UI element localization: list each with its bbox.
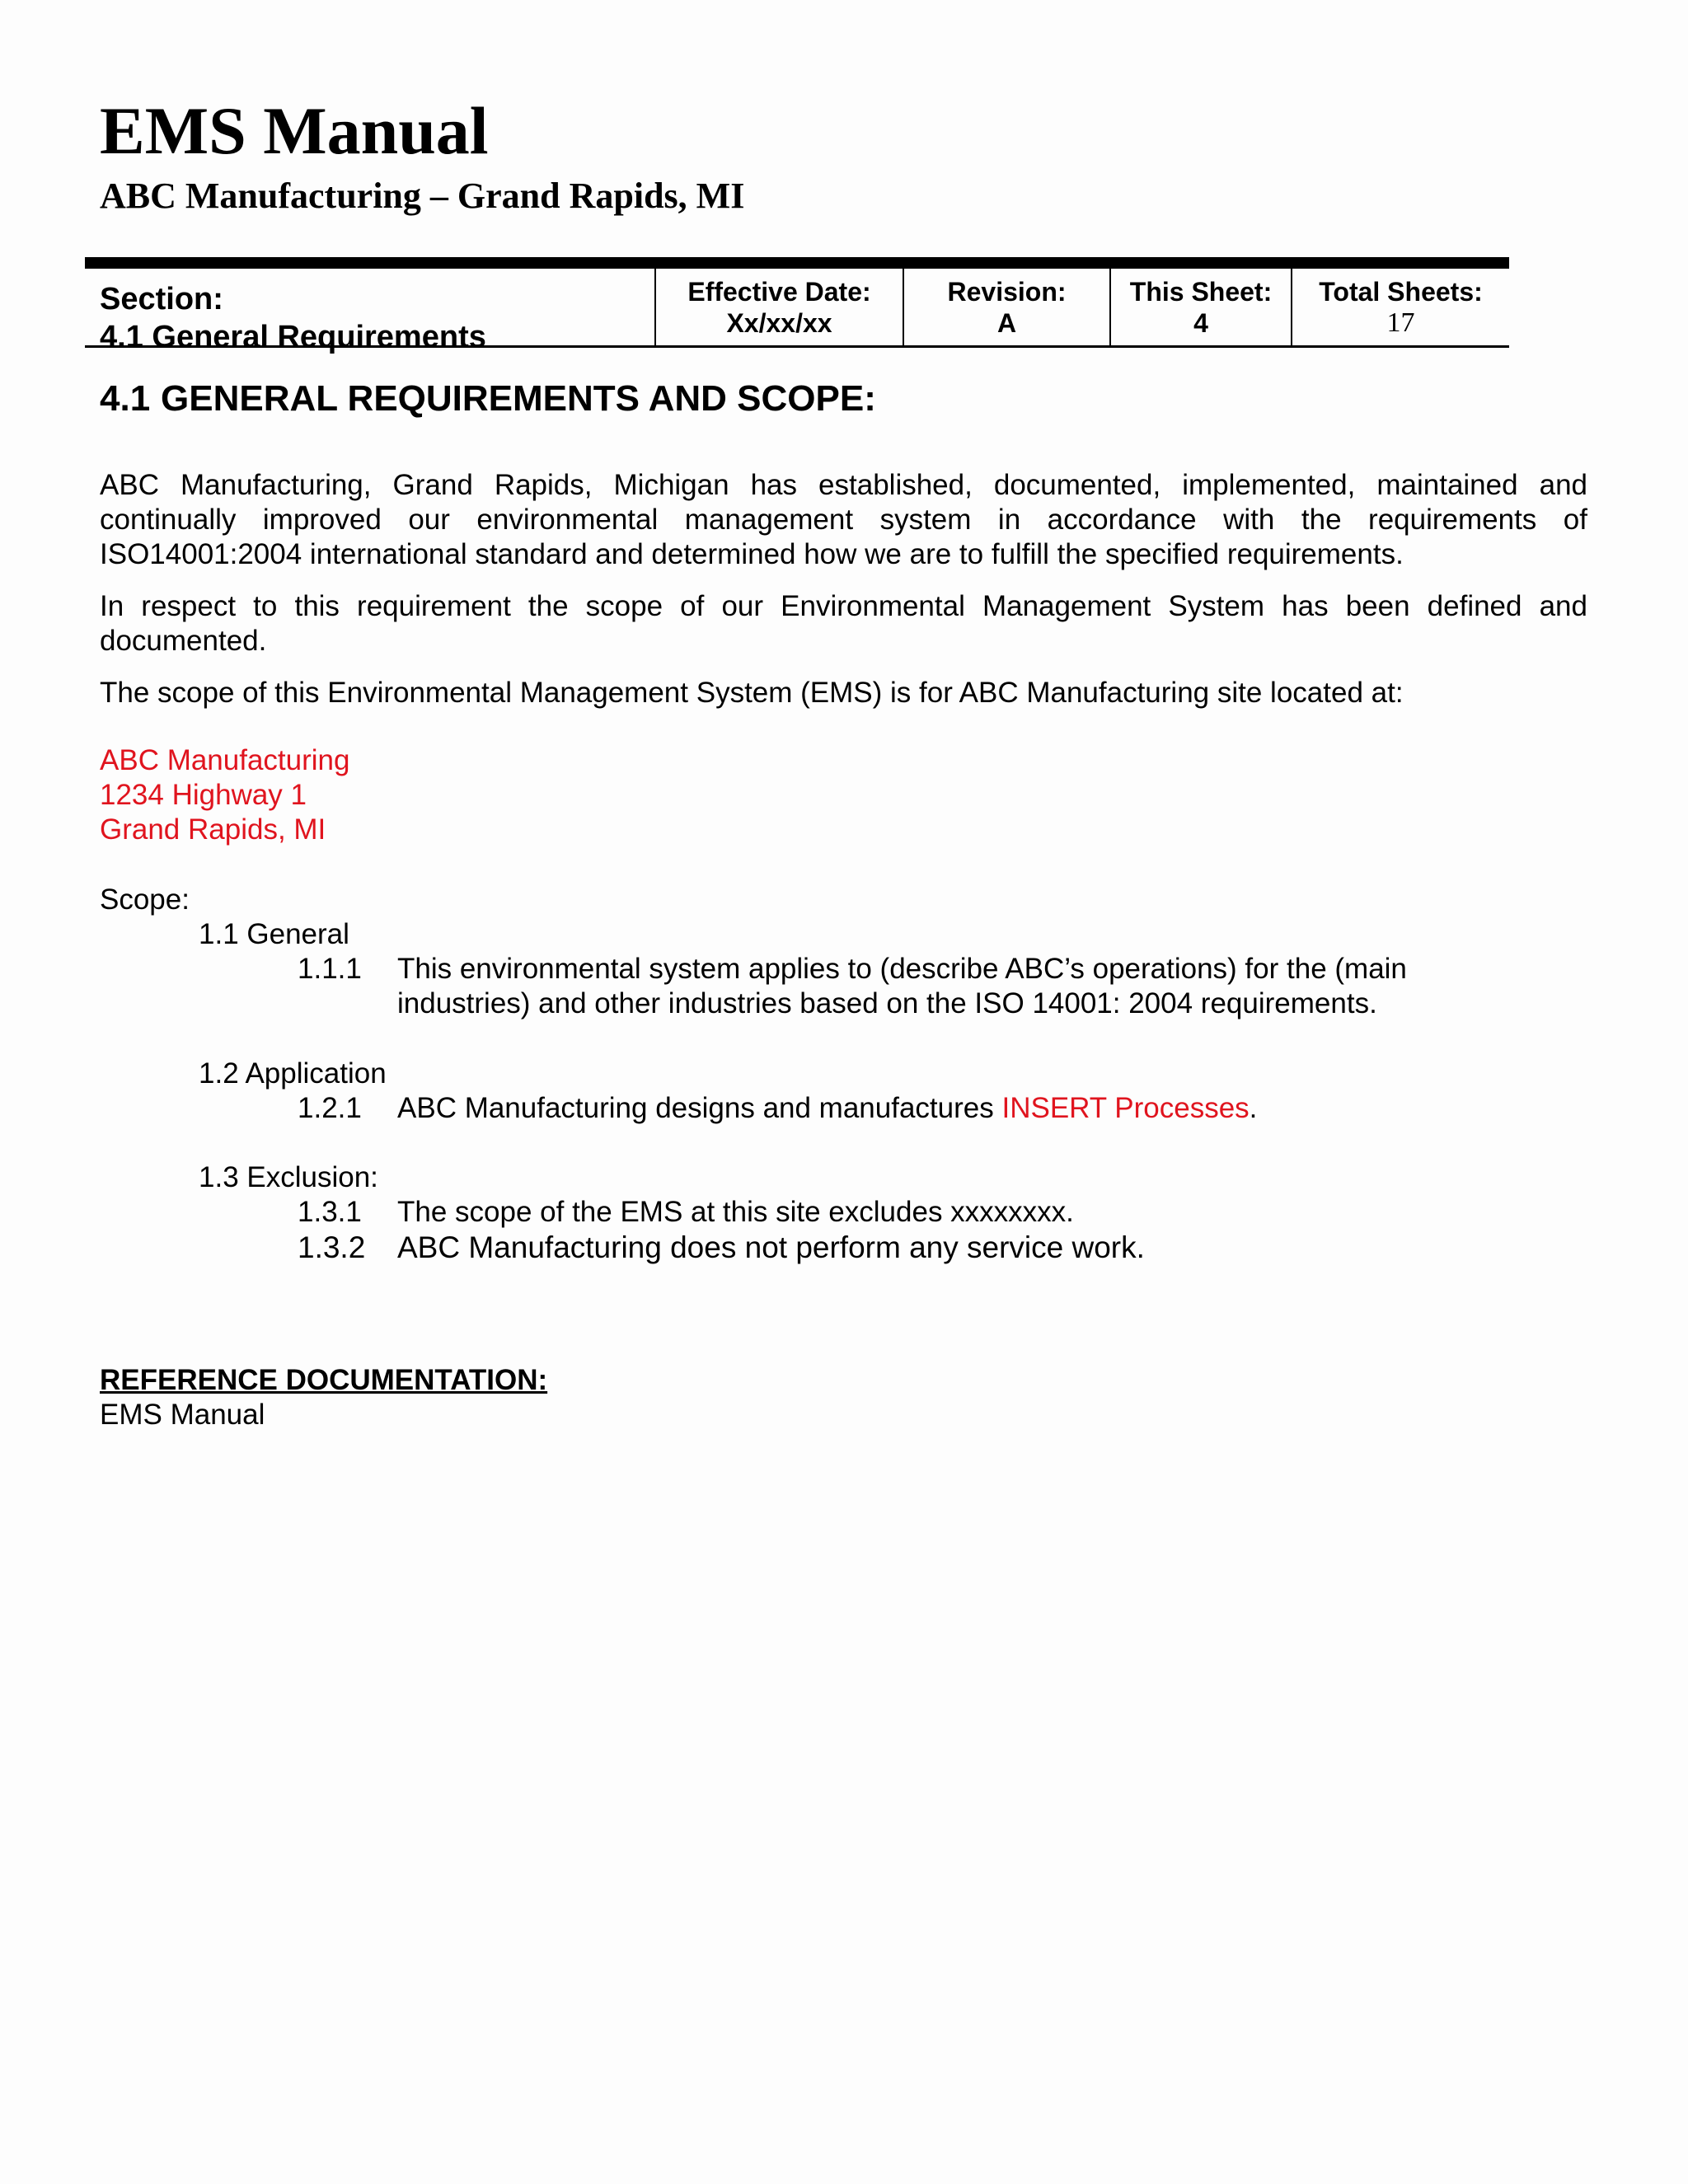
section-label: Section: [100, 282, 223, 316]
section-value: 4.1 General Requirements [100, 320, 486, 354]
document-info-table [85, 257, 1509, 354]
revision-label: Revision: [947, 277, 1067, 307]
document-title: EMS Manual [100, 93, 489, 168]
scope-application-title: 1.2 Application [199, 1057, 387, 1090]
effective-date-value: Xx/xx/xx [726, 308, 832, 338]
this-sheet-label: This Sheet: [1129, 277, 1273, 307]
scope-exclusion-item [298, 1195, 1074, 1230]
scope-general-item [298, 952, 1469, 1021]
document-subtitle: ABC Manufacturing – Grand Rapids, MI [100, 176, 745, 216]
scope-exclusion-item-text: The scope of the EMS at this site excludes xxxxxxxx. [397, 1196, 1074, 1228]
insert-processes-placeholder: INSERT Processes [1001, 1092, 1250, 1124]
total-sheets-cell [1292, 269, 1509, 345]
paragraph-scope-defined: In respect to this requirement the scope of our Environmental Management System has been defined and documented. [100, 590, 1587, 657]
total-sheets-label: Total Sheets: [1319, 277, 1483, 307]
effective-date-cell [656, 269, 904, 345]
scope-exclusion-item-number: 1.3.2 [298, 1230, 366, 1264]
scope-exclusion-item-number: 1.3.1 [298, 1196, 362, 1228]
revision-value: A [996, 308, 1017, 338]
scope-exclusion-item-text: ABC Manufacturing does not perform any service work. [397, 1230, 1145, 1264]
paragraph-site-location: The scope of this Environmental Management System (EMS) is for ABC Manufacturing site located at: [100, 677, 1404, 709]
scope-general-item-number: 1.1.1 [298, 953, 362, 985]
revision-cell [904, 269, 1111, 345]
address-company: ABC Manufacturing [100, 744, 350, 776]
scope-application-item-end: . [1249, 1092, 1258, 1124]
scope-label: Scope: [100, 883, 190, 916]
paragraph-established: ABC Manufacturing, Grand Rapids, Michigan has established, documented, implemented, maintained and continually improved our environmental management system in accordance with the requirements of ISO14001:2004 international standard and determined how we are to fulfill the specified requirements. [100, 469, 1587, 570]
section-cell [85, 269, 656, 354]
scope-exclusion-item [298, 1230, 1145, 1266]
reference-heading: REFERENCE DOCUMENTATION: [100, 1364, 548, 1396]
section-number: 4.1 [100, 378, 151, 419]
this-sheet-cell [1111, 269, 1292, 345]
site-address [100, 743, 349, 847]
effective-date-label: Effective Date: [687, 277, 871, 307]
scope-general-title: 1.1 General [199, 918, 349, 950]
reference-value: EMS Manual [100, 1399, 265, 1431]
total-sheets-value: 17 [1386, 307, 1415, 338]
scope-exclusion-title: 1.3 Exclusion: [199, 1161, 378, 1193]
scope-application-item [298, 1091, 1257, 1126]
section-heading [100, 378, 876, 419]
this-sheet-value: 4 [1193, 308, 1208, 338]
section-heading-text: GENERAL REQUIREMENTS AND SCOPE: [161, 378, 876, 419]
scope-general-item-text: This environmental system applies to (describe ABC’s operations) for the (main industries) and other industries based on the ISO 14001: 2004 requirements. [397, 953, 1407, 1019]
scope-application-item-text: ABC Manufacturing designs and manufactures [397, 1092, 1002, 1124]
scope-application-item-number: 1.2.1 [298, 1092, 362, 1124]
address-street: 1234 Highway 1 [100, 779, 307, 811]
address-city: Grand Rapids, MI [100, 813, 326, 846]
